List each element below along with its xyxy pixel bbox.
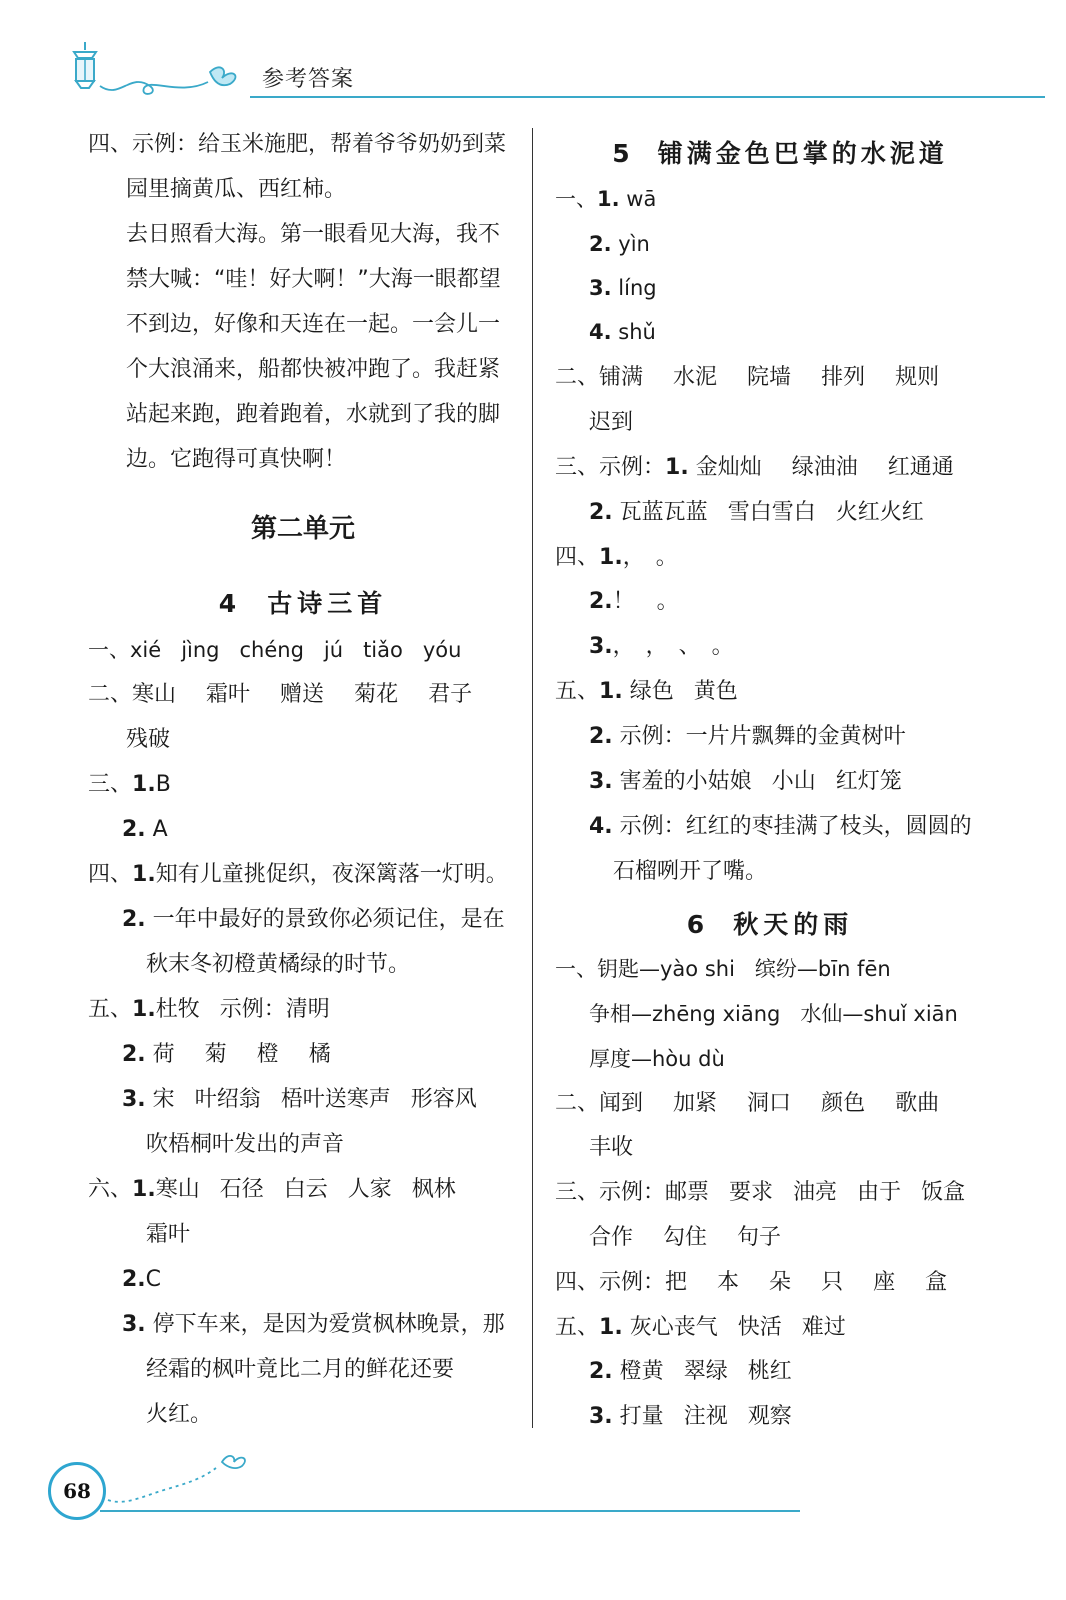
page-footer	[0, 1440, 1066, 1600]
answer-line: 3.， ， 、 。	[589, 634, 734, 659]
answer-line: 3. líng	[589, 276, 657, 300]
answer-line: 六、1.寒山 石径 白云 人家 枫林	[88, 1177, 456, 1202]
answer-line: 迟到	[589, 410, 634, 435]
header-rule	[250, 96, 1045, 98]
footer-rule	[100, 1510, 800, 1512]
answer-line: 三、示例：1. 金灿灿 绿油油 红通通	[555, 455, 954, 480]
answer-line: 2. 一年中最好的景致你必须记住，是在	[122, 907, 505, 932]
answer-line: 二、铺满 水泥 院墙 排列 规则	[555, 365, 940, 390]
answer-line: 合作 勾住 句子	[589, 1225, 782, 1250]
paragraph-line: 不到边，好像和天连在一起。一会儿一	[126, 312, 501, 337]
answer-line: 四、1.， 。	[555, 545, 678, 570]
unit-title: 第二单元	[250, 514, 355, 544]
column-divider	[532, 128, 533, 1428]
bird-trail-decoration-icon	[104, 1440, 254, 1510]
answer-line: 四、1.知有儿童挑促织，夜深篱落一灯明。	[88, 862, 508, 887]
answer-line: 残破	[126, 727, 171, 752]
answer-line: 二、闻到 加紧 洞口 颜色 歌曲	[555, 1091, 940, 1116]
answer-line: 2. yìn	[589, 232, 650, 256]
answer-line: 五、1. 灰心丧气 快活 难过	[555, 1315, 846, 1340]
answer-line: 四、示例：给玉米施肥，帮着爷爷奶奶到菜	[88, 132, 507, 157]
answer-line: 经霜的枫叶竟比二月的鲜花还要	[146, 1357, 455, 1382]
answer-line: 一、1. wā	[555, 187, 657, 211]
page-header	[0, 0, 1066, 110]
paragraph-line: 去日照看大海。第一眼看见大海，我不	[126, 222, 501, 247]
answer-line: 四、示例：把 本 朵 只 座 盒	[555, 1270, 948, 1295]
answer-line: 2.C	[122, 1267, 162, 1292]
answer-line: 3. 打量 注视 观察	[589, 1404, 792, 1429]
answer-line: 2. 示例：一片片飘舞的金黄树叶	[589, 724, 906, 749]
answer-line: 一、xié jìng chéng jú tiǎo yóu	[88, 638, 462, 662]
answer-line: 五、1.杜牧 示例：清明	[88, 997, 330, 1022]
answer-line: 火红。	[146, 1402, 213, 1427]
answer-line: 园里摘黄瓜、西红柿。	[126, 177, 347, 202]
answer-line: 一、钥匙—yào shi 缤纷—bīn fēn	[555, 957, 891, 981]
lesson-title: 6 秋天的雨	[686, 910, 854, 939]
answer-line: 石榴咧开了嘴。	[613, 859, 768, 884]
answer-line: 争相—zhēng xiāng 水仙—shuǐ xiān	[589, 1002, 958, 1026]
paragraph-line: 禁大喊：“哇！好大啊！”大海一眼都望	[126, 267, 501, 292]
answer-line: 2. 荷 菊 橙 橘	[122, 1042, 331, 1067]
answer-line: 2.！ 。	[589, 589, 679, 614]
answer-line: 4. shǔ	[589, 320, 656, 344]
answer-line: 五、1. 绿色 黄色	[555, 679, 738, 704]
paragraph-line: 站起来跑，跑着跑着，水就到了我的脚	[126, 402, 501, 427]
answer-line: 3. 宋 叶绍翁 梧叶送寒声 形容风	[122, 1087, 477, 1112]
answer-line: 三、1.B	[88, 772, 171, 797]
answer-line: 三、示例：邮票 要求 油亮 由于 饭盒	[555, 1180, 966, 1205]
lesson-title: 4 古诗三首	[218, 589, 388, 618]
answer-line: 秋末冬初橙黄橘绿的时节。	[146, 952, 411, 977]
answer-line: 3. 害羞的小姑娘 小山 红灯笼	[589, 769, 902, 794]
answer-line: 厚度—hòu dù	[589, 1047, 725, 1071]
answer-line: 二、寒山 霜叶 赠送 菊花 君子	[88, 682, 473, 707]
paragraph-line: 个大浪涌来，船都快被冲跑了。我赶紧	[126, 357, 501, 382]
answer-line: 2. A	[122, 817, 168, 842]
paragraph-line: 边。它跑得可真快啊！	[126, 447, 347, 472]
lantern-decoration-icon	[60, 42, 260, 102]
answer-line: 4. 示例：红红的枣挂满了枝头，圆圆的	[589, 814, 972, 839]
page-number: 68	[48, 1462, 106, 1520]
header-title: 参考答案	[262, 67, 355, 92]
answer-line: 丰收	[589, 1135, 634, 1160]
answer-line: 吹梧桐叶发出的声音	[146, 1132, 345, 1157]
answer-line: 2. 橙黄 翠绿 桃红	[589, 1359, 792, 1384]
answer-line: 3. 停下车来，是因为爱赏枫林晚景，那	[122, 1312, 505, 1337]
lesson-title: 5 铺满金色巴掌的水泥道	[612, 139, 948, 168]
answer-line: 2. 瓦蓝瓦蓝 雪白雪白 火红火红	[589, 500, 924, 525]
answer-line: 霜叶	[146, 1222, 191, 1247]
